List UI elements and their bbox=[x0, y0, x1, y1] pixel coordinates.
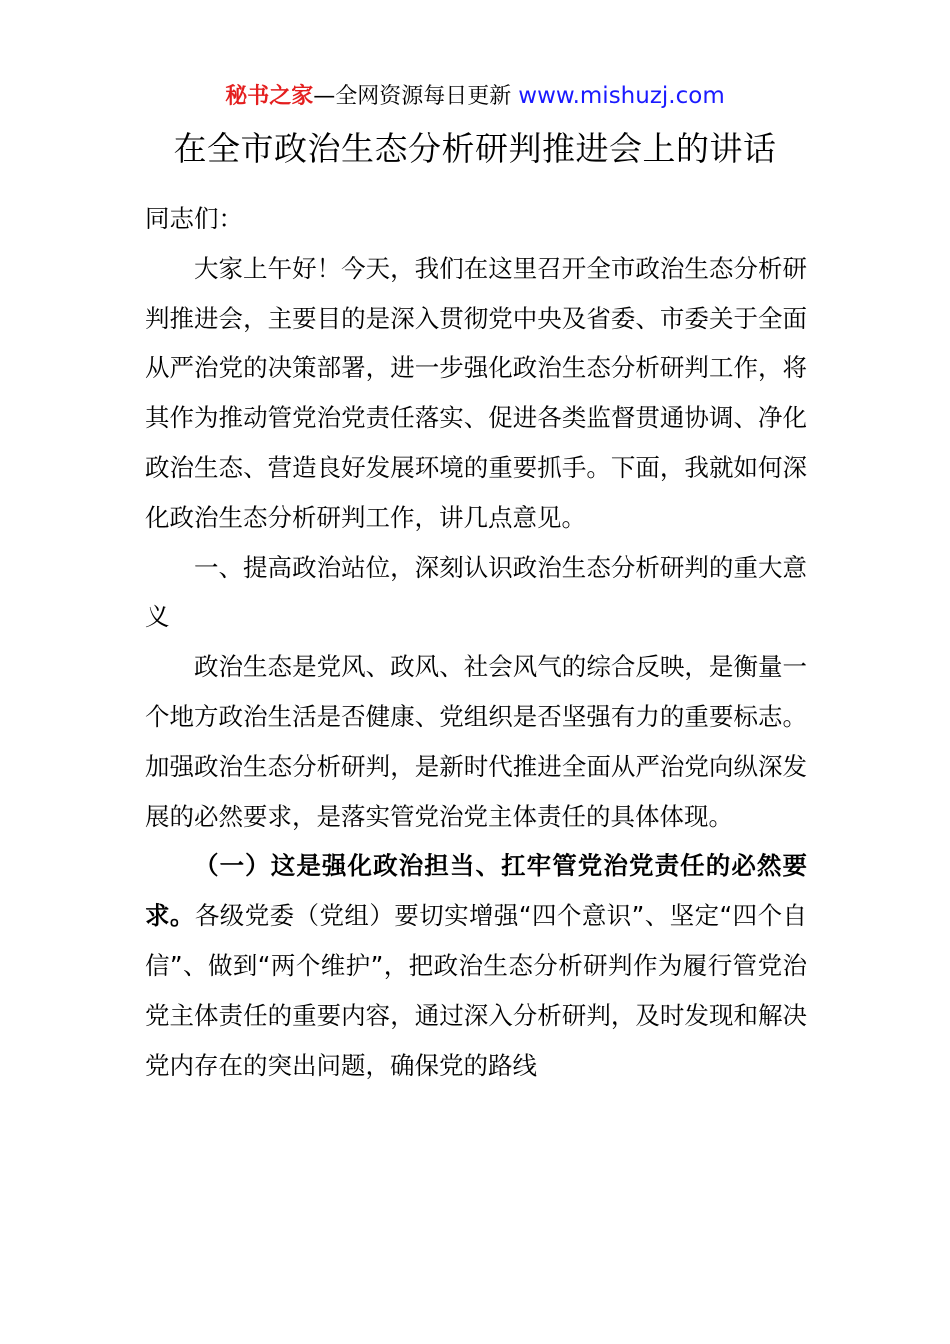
document-title: 在全市政治生态分析研判推进会上的讲话 bbox=[173, 129, 777, 168]
intro-paragraph: 大家上午好！今天，我们在这里召开全市政治生态分析研判推进会，主要目的是深入贯彻党中央及省委、市委关于全面从严治党的决策部署，进一步强化政治生态分析研判工作，将其作为推动管党治党责任落实、促进各类监督贯通协调、净化政治生态、营造良好发展环境的重要抓手。下面，我就如何深化政治生态分析研判工作，讲几点意见。 bbox=[145, 253, 807, 532]
salutation: 同志们： bbox=[145, 204, 243, 233]
document-body bbox=[145, 194, 807, 1090]
site-link[interactable]: www.mishuzj.com bbox=[518, 83, 725, 109]
point-text: 各级党委（党组）要切实增强“四个意识”、坚定“四个自信”、做到“两个维护”，把政治生态分析研判作为履行管党治党主体责任的重要内容，通过深入分析研判，及时发现和解决党内存在的突出问题，确保党的路线 bbox=[145, 901, 808, 1080]
source-header bbox=[0, 80, 950, 113]
header-tagline: —全网资源每日更新 bbox=[313, 84, 519, 109]
brand-name: 秘书之家 bbox=[225, 84, 314, 109]
section-paragraph: 政治生态是党风、政风、社会风气的综合反映，是衡量一个地方政治生活是否健康、党组织是否坚强有力的重要标志。加强政治生态分析研判，是新时代推进全面从严治党向纵深发展的必然要求，是落实管党治党主体责任的具体体现。 bbox=[145, 652, 807, 831]
point-paragraph bbox=[145, 841, 807, 1090]
point-lead: （一）这是强化政治担当、扛牢管党治党责任的必然要求。 bbox=[145, 851, 807, 931]
section-heading: 一、提高政治站位，深刻认识政治生态分析研判的重大意义 bbox=[145, 552, 807, 632]
